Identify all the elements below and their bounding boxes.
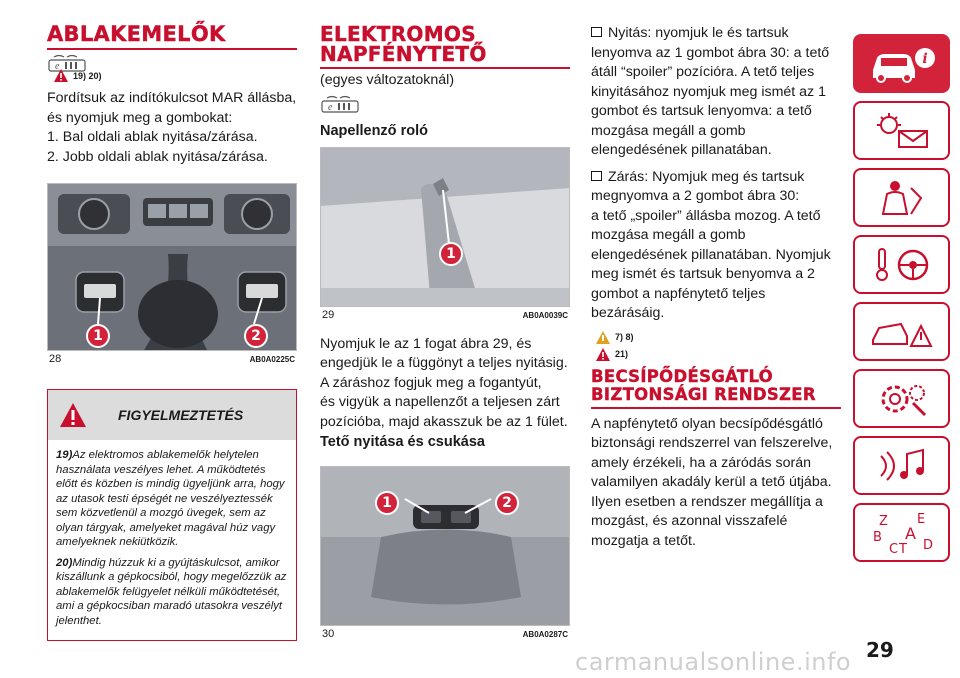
text-line: pozícióba, majd akasszuk be az 1 fület. xyxy=(320,413,568,430)
text-line: A záráshoz fogjuk meg a fogantyút, xyxy=(320,374,542,391)
text-line: mozgást, és azonnal visszafelé xyxy=(591,513,788,529)
text-line: mozgása megáll a gomb xyxy=(591,122,746,139)
text-line: 2. Jobb oldali ablak nyitása/zárása. xyxy=(47,148,268,165)
bullet-square-icon xyxy=(591,171,602,181)
index-icon xyxy=(867,511,937,555)
sunshade-illustration xyxy=(321,148,570,307)
warning-item xyxy=(56,556,288,629)
svg-text:i: i xyxy=(921,50,928,67)
text-line: megnyomva a 2 gombot ábra 30: xyxy=(591,188,800,204)
figure-30-roof-buttons xyxy=(320,466,570,626)
callout-1: 1 xyxy=(375,491,399,515)
text-line: elengedésének pillanatában. xyxy=(591,142,772,158)
text-line: engedjük le a függönyt a teljes nyitásig. xyxy=(320,355,568,371)
heading-line: BECSÍPŐDÉSGÁTLÓ xyxy=(591,366,773,386)
starting-driving-icon xyxy=(867,245,937,285)
text-line: Ilyen esetben a rendszer megállítja a xyxy=(591,493,823,510)
figure-caption xyxy=(320,307,570,321)
index-letter: T xyxy=(898,541,907,555)
callout-1: 1 xyxy=(439,242,463,266)
warning-title: FIGYELMEZTETÉS xyxy=(118,407,244,423)
page-number: 29 xyxy=(866,638,894,662)
figure-number: 29 xyxy=(322,308,335,321)
text-line: valamilyen akadály kerül a tető útjába. xyxy=(591,474,832,490)
subheading-teto-nyitasa: Tető nyitása és csukása xyxy=(320,434,485,450)
figure-caption xyxy=(320,626,570,640)
maintenance-icon xyxy=(867,379,937,419)
column-right xyxy=(591,24,841,551)
callout-2: 2 xyxy=(495,491,519,515)
index-letter: Z xyxy=(878,513,888,529)
warning-refs: 19) 20) xyxy=(73,70,102,81)
warning-triangle-icon xyxy=(58,401,88,429)
warning-refs: 21) xyxy=(615,349,629,359)
chapter-tabs xyxy=(853,34,950,570)
warning-triangle-icon xyxy=(595,347,611,362)
roof-buttons-illustration xyxy=(321,467,570,626)
caution-hand-icon xyxy=(595,330,611,345)
figure-code: AB0A0225C xyxy=(249,355,295,364)
section-heading-ablakemelok: ABLAKEMELŐK xyxy=(47,24,297,50)
text-line: Fordítsuk az indítókulcsot MAR állásba, xyxy=(47,90,297,106)
warning-ref-row xyxy=(53,68,297,83)
figure-28-window-switches xyxy=(47,183,297,351)
figure-29-sunshade xyxy=(320,147,570,307)
text-line: a tető „spoiler” állásba mozog. A tető xyxy=(591,207,821,224)
text-line: és nyomjuk meg a gombokat: xyxy=(47,109,233,126)
index-letter: D xyxy=(922,537,933,553)
subheading-napellenzo: Napellenző roló xyxy=(320,122,428,139)
text-line: amely érzékeli, ha a záródás során xyxy=(591,454,812,471)
svg-text:e: e xyxy=(328,101,333,113)
tab-multimedia[interactable] xyxy=(853,436,950,495)
emergency-icon xyxy=(867,312,937,352)
text-line: bezárásáig. xyxy=(591,305,665,321)
watermark: carmanualsonline.info xyxy=(575,648,852,676)
text-line: kinyitásához nyomjuk meg ismét az 1 xyxy=(591,83,826,100)
figure-code: AB0A0287C xyxy=(522,630,568,639)
heading-line: BIZTONSÁGI RENDSZER xyxy=(591,384,816,404)
text-line: átáll “spoiler” pozícióra. A tető teljes xyxy=(591,64,815,80)
warning-item-num: 19) xyxy=(56,449,73,461)
text-line: mozgása megáll a gomb xyxy=(591,227,746,243)
tab-starting-driving[interactable] xyxy=(853,235,950,294)
tab-maintenance[interactable] xyxy=(853,369,950,428)
tab-emergency[interactable] xyxy=(853,302,950,361)
column-middle xyxy=(320,24,570,640)
warning-lights-icon xyxy=(867,111,937,151)
index-letter: A xyxy=(904,523,916,543)
tab-warning-lights[interactable] xyxy=(853,101,950,160)
tab-index[interactable] xyxy=(853,503,950,562)
text-line: A napfénytető olyan becsípődésgátló xyxy=(591,415,823,432)
text-line: gombot a napfénytető teljes xyxy=(591,285,766,302)
euro-version-icon xyxy=(320,95,362,115)
text-line: 1. Bal oldali ablak nyitása/zárása. xyxy=(47,129,258,145)
antipinch-paragraph xyxy=(591,415,841,552)
warning-item-text: Mindig húzzuk ki a gyújtáskulcsot, amikor kiszállunk a gépkocsiból, hogy megelőzzük az ablakemelők felügyelet nélküli működtetését, ami a gépkocsiban maradó utasokra veszélyt jelenthet. xyxy=(56,556,287,627)
svg-text:e: e xyxy=(55,61,60,72)
text-line: Nyomjuk le az 1 fogat ábra 29, és xyxy=(320,335,532,352)
index-letter: B xyxy=(872,529,882,545)
car-info-icon xyxy=(867,44,937,84)
text-line xyxy=(591,168,841,188)
bullet-square-icon xyxy=(591,27,602,37)
column-left xyxy=(47,24,297,641)
subtitle: (egyes változatoknál) xyxy=(320,72,455,88)
warning-box xyxy=(47,389,297,641)
index-letter: C xyxy=(888,541,898,555)
caution-refs: 7) 8) xyxy=(615,332,634,342)
callout-2: 2 xyxy=(244,324,268,348)
text-span: Zárás: Nyomjuk meg és tartsuk xyxy=(608,168,805,185)
warning-item xyxy=(56,448,288,550)
tab-car-info[interactable] xyxy=(853,34,950,93)
tab-safety[interactable] xyxy=(853,168,950,227)
text-line: és vigyük a napellenzőt a teljesen zárt xyxy=(320,394,560,410)
section-heading-napfenyteto xyxy=(320,24,570,69)
figure-caption xyxy=(47,351,297,365)
safety-icon xyxy=(867,178,937,218)
bullet-nyitas xyxy=(591,24,841,161)
bullet-zaras xyxy=(591,168,841,324)
heading-line: ELEKTROMOS xyxy=(320,22,476,46)
text-span: Nyitás: nyomjuk le és tartsuk xyxy=(608,25,789,41)
sunshade-paragraph xyxy=(320,335,570,433)
warning-body xyxy=(48,440,296,640)
heading-line: NAPFÉNYTETŐ xyxy=(320,42,487,66)
text-line: gombot és tartsuk lenyomva: a tető xyxy=(591,103,812,119)
text-line: mozgatja a tetőt. xyxy=(591,532,696,549)
figure-number: 28 xyxy=(49,353,62,365)
text-line: meg ismét és tartsuk benyomva a 2 xyxy=(591,266,815,282)
text-line xyxy=(591,24,841,44)
warning-ref-row xyxy=(595,347,841,362)
warning-triangle-icon xyxy=(53,68,69,83)
intro-paragraph xyxy=(47,89,297,167)
text-line: elengedésének pillanatában. Nyomjuk xyxy=(591,246,831,263)
section-heading-becsipodesgatlo xyxy=(591,368,841,409)
index-letter: E xyxy=(916,511,925,527)
caution-ref-row xyxy=(595,330,841,345)
warning-item-num: 20) xyxy=(56,556,73,569)
figure-code: AB0A0039C xyxy=(522,310,568,320)
text-line: lenyomva az 1 gombot ábra 30: a tető xyxy=(591,44,830,61)
multimedia-icon xyxy=(867,446,937,486)
text-line: biztonsági rendszerrel van felszerelve, xyxy=(591,435,833,451)
figure-number: 30 xyxy=(322,628,335,640)
warning-header xyxy=(48,390,296,440)
callout-1: 1 xyxy=(86,324,110,348)
warning-item-text: Az elektromos ablakemelők helytelen használata veszélyes lehet. A működtetés előtt és közben is mindig ügyeljünk arra, hogy az utasok testi épségét ne veszélyeztessék sem közvetlenül a mozgó üvegek, sem az olyan tárgyak, amelyeket magával húz vagy amelyeknek nekiütközik. xyxy=(56,449,285,548)
